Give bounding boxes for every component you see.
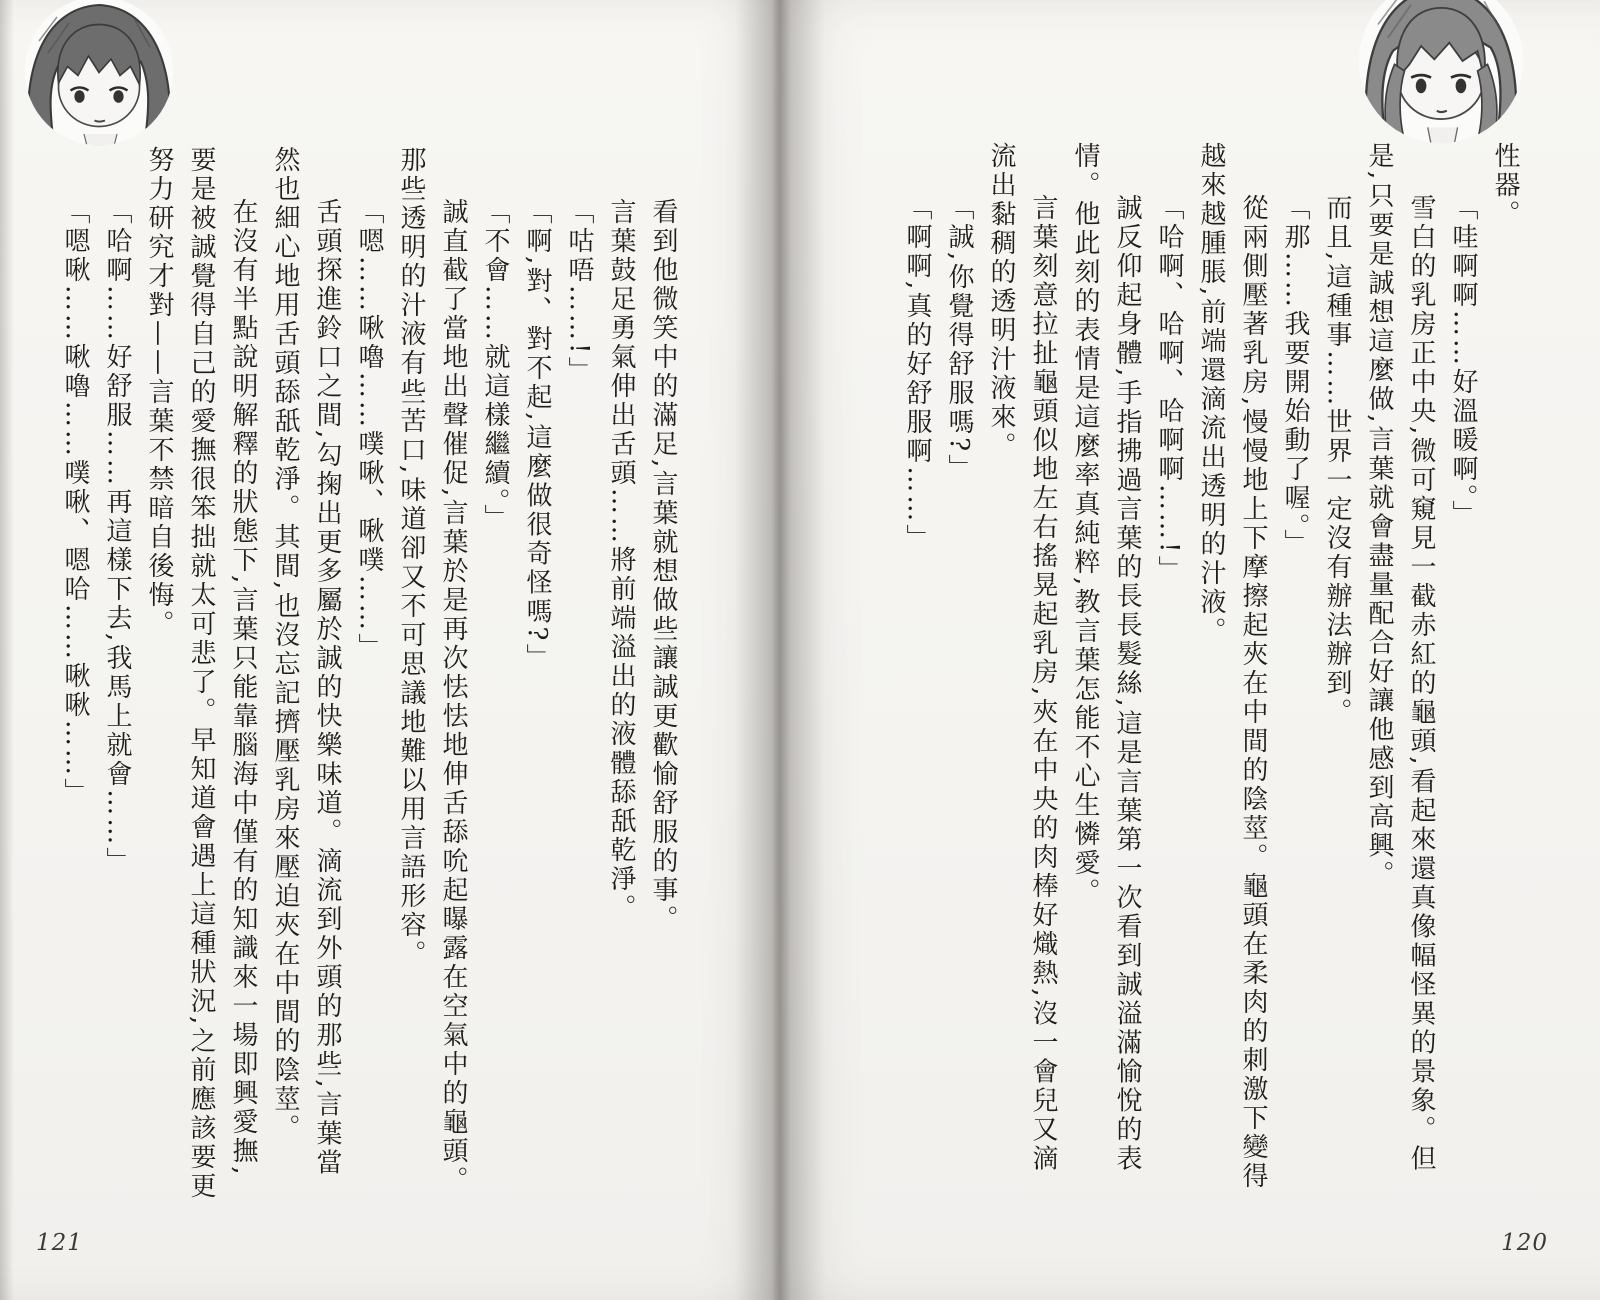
text-column: 性器。 bbox=[1490, 142, 1520, 229]
text-column: 那些透明的汁液有些苦口,味道卻又不可思議地難以用言語形容。 bbox=[396, 146, 426, 970]
text-column: 言葉鼓足勇氣伸出舌頭……將前端溢出的液體舔舐乾淨。 bbox=[606, 198, 636, 923]
left-page-text bbox=[46, 146, 676, 1208]
text-column: 努力研究才對——言葉不禁暗自後悔。 bbox=[144, 146, 174, 639]
text-column: 「啊,對、對不起,這麼做很奇怪嗎?」 bbox=[522, 198, 552, 673]
text-column: 「咕唔……!」 bbox=[564, 198, 594, 386]
text-column: 「那……我要開始動了喔。」 bbox=[1280, 194, 1310, 558]
text-column: 從兩側壓著乳房,慢慢地上下摩擦起夾在中間的陰莖。龜頭在柔肉的刺激下變得 bbox=[1238, 194, 1268, 1192]
text-column: 情。他此刻的表情是這麼率真純粹,教言葉怎能不心生憐愛。 bbox=[1070, 142, 1100, 908]
text-column: 要是被誠覺得自己的愛撫很笨拙就太可悲了。早知道會遇上這種狀況,之前應該要更 bbox=[186, 146, 216, 1202]
text-column: 流出黏稠的透明汁液來。 bbox=[986, 142, 1016, 461]
text-column: 「哈啊、哈啊、哈啊啊……!」 bbox=[1154, 194, 1184, 585]
text-column: 誠直截了當地出聲催促,言葉於是再次怯怯地伸舌舔吮起曝露在空氣中的龜頭。 bbox=[438, 198, 468, 1196]
girl-face-short-hair-icon bbox=[24, 0, 174, 146]
text-column: 「哇啊啊……好溫暖啊。」 bbox=[1448, 194, 1478, 529]
right-page-text bbox=[888, 142, 1518, 1208]
text-column: 「哈啊……好舒服……再這樣下去,我馬上就會……」 bbox=[102, 198, 132, 877]
text-column: 然也細心地用舌頭舔舐乾淨。其間,也沒忘記擠壓乳房來壓迫夾在中間的陰莖。 bbox=[270, 146, 300, 1144]
text-column: 「誠,你覺得舒服嗎?」 bbox=[944, 194, 974, 484]
text-column: 「啊啊,真的好舒服啊……」 bbox=[902, 194, 932, 554]
text-column: 看到他微笑中的滿足,言葉就想做些讓誠更歡愉舒服的事。 bbox=[648, 198, 678, 935]
text-column: 「不會……就這樣繼續。」 bbox=[480, 198, 510, 533]
page-number-right: 120 bbox=[1501, 1230, 1548, 1256]
page-number-left: 121 bbox=[36, 1230, 83, 1256]
character-avatar-left bbox=[24, 0, 174, 146]
character-avatar-right bbox=[1358, 0, 1524, 144]
text-column: 而且,這種事……世界一定沒有辦法辦到。 bbox=[1322, 194, 1352, 728]
text-column: 在沒有半點說明解釋的狀態下,言葉只能靠腦海中僅有的知識來一場即興愛撫, bbox=[228, 198, 258, 1178]
text-column: 雪白的乳房正中央,微可窺見一截赤紅的龜頭,看起來還真像幅怪異的景象。但 bbox=[1406, 194, 1436, 1174]
girl-face-long-hair-icon bbox=[1358, 0, 1524, 144]
text-column: 誠反仰起身體,手指拂過言葉的長長髮絲,這是言葉第一次看到誠溢滿愉悅的表 bbox=[1112, 194, 1142, 1174]
text-column: 「嗯……啾嚕……噗啾、啾噗……」 bbox=[354, 198, 384, 662]
text-column: 言葉刻意拉扯龜頭似地左右搖晃起乳房,夾在中央的肉棒好熾熱,沒一會兒又滴 bbox=[1028, 194, 1058, 1174]
text-column: 舌頭探進鈴口之間,勾掬出更多屬於誠的快樂味道。滴流到外頭的那些,言葉當 bbox=[312, 198, 342, 1178]
text-column: 是,只要是誠想這麼做,言葉就會盡量配合好讓他感到高興。 bbox=[1364, 142, 1394, 890]
text-column: 越來越腫脹,前端還滴流出透明的汁液。 bbox=[1196, 142, 1226, 647]
text-column: 「嗯啾……啾嚕……噗啾、嗯哈……啾啾……」 bbox=[60, 198, 90, 807]
